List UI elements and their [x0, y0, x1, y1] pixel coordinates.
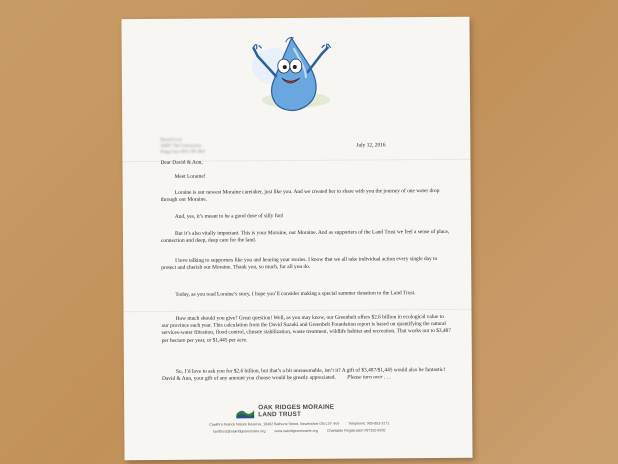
footer-address-line	[154, 421, 444, 427]
address-line: David Love	[160, 136, 183, 142]
footer-contact-line	[154, 428, 444, 434]
org-email: landtrust@oakridgesmoraine.org	[213, 429, 266, 434]
charitable-registration: Charitable Registration #87320 6920	[326, 428, 386, 433]
paragraph: Today, as you read Loraine’s story, I hope you’ll consider making a special summer donation to the Land Trust.	[175, 290, 416, 298]
org-website: www.oakridgesmoraine.org	[274, 428, 318, 434]
org-address: Cawthra Mulock Nature Reserve, 18462 Bathurst Street, Newmarket ON L3Y 4V9	[209, 421, 340, 427]
turn-over-note: Please turn over . . .	[347, 374, 391, 381]
greeting: Dear David & Ann,	[160, 159, 203, 166]
address-line: King City ON L7B 1K4	[160, 148, 205, 154]
letter-date: July 12, 2016	[356, 142, 386, 149]
letter-sheet	[121, 17, 472, 460]
paragraph-text: So, I’d love to ask you for $2.6 billion, but that’s a bit unreasonable, isn’t it? A gift of $3,487/$1,445 would also be fantastic! David & Ann, your gift of any amount you choose would be greatly appreciated.	[161, 366, 446, 383]
paragraph-with-turn-over	[162, 367, 452, 383]
org-telephone: Telephone: 905-853-3171	[348, 421, 390, 426]
fold-line	[124, 309, 472, 312]
address-line: 16897 7th Concession	[160, 142, 202, 148]
org-name-line: OAK RIDGES MORAINE	[258, 403, 335, 412]
intro-line: Meet Loraine!	[174, 173, 206, 180]
paragraph: And, yes, it’s meant to be a good dose of silly fun!	[174, 213, 284, 220]
paragraph: But it’s also vitally important. This is your Moraine, our Moraine. And as supporters of the Land Trust we feel a sense of place, connection and deep, deep care for the land.	[160, 228, 450, 245]
org-logo	[236, 404, 334, 419]
water-drop-mascot-icon	[244, 26, 337, 119]
org-name-line: LAND TRUST	[258, 410, 302, 419]
land-trust-logo-icon	[236, 404, 254, 418]
paragraph: How much should you give? Great question! Well, as you may know, our Greenbelt offers $2.6 billion in ecological value to our province each year. This calculation from the David Suzuki and Greenbelt Foundation report is based on quantifying the natural services-water filtration, flood control, climate stabilization, waste treatment, wildlife habitat and recreation. That works out to $3,487 per hectare per year, or $1,445 per acre.	[161, 313, 452, 344]
paragraph: Loraine is our newest Moraine caretaker, just like you. And we created her to share with you the journey of one water drop through our Moraine.	[160, 188, 440, 204]
paragraph: I love talking to supporters like you and hearing your stories. I know that we all take individual action every single day to protect and cherish our Moraine. Thank you, so much, for all you do.	[161, 256, 438, 272]
org-name	[258, 404, 334, 419]
recipient-address	[160, 136, 240, 155]
